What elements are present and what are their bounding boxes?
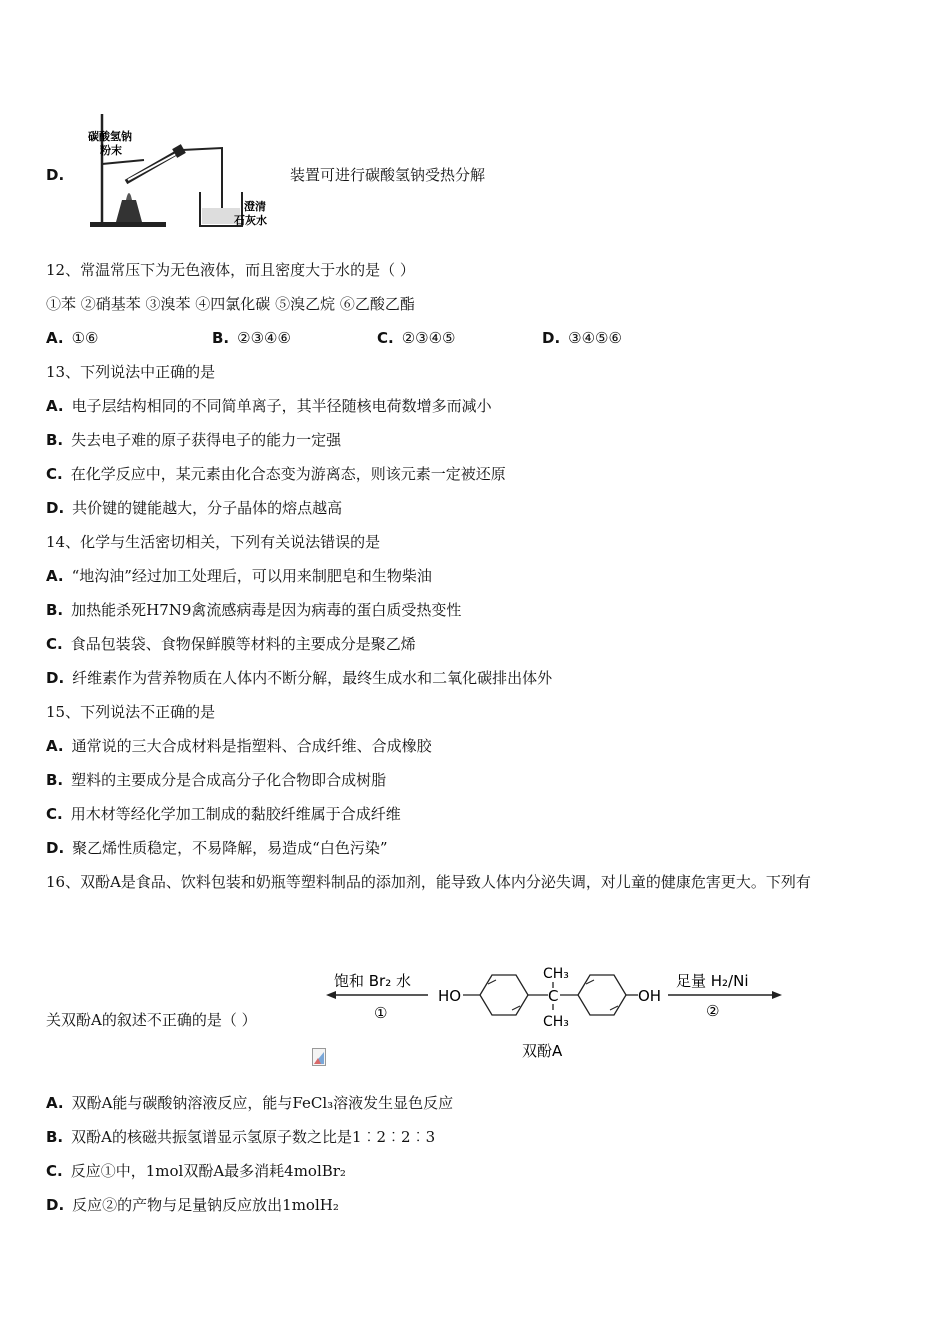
apparatus-label-1: 碳酸氢钠 bbox=[88, 130, 132, 143]
q13-option-d-text: 共价键的键能越大，分子晶体的熔点越高 bbox=[72, 499, 343, 517]
delivery-tube bbox=[182, 148, 222, 208]
q13-option-a-label: A. bbox=[46, 397, 64, 415]
q11-option-d bbox=[46, 165, 72, 185]
q16-option-b bbox=[46, 1127, 435, 1147]
q13-option-d-label: D. bbox=[46, 499, 65, 517]
apparatus-label-3: 澄清 bbox=[244, 200, 266, 213]
q12-option-c-text: ②③④⑤ bbox=[401, 329, 456, 347]
q16-option-a-text: 双酚A能与碳酸钠溶液反应，能与FeCl₃溶液发生显色反应 bbox=[71, 1094, 454, 1112]
q16-option-c bbox=[46, 1161, 346, 1181]
q16-option-a bbox=[46, 1093, 453, 1113]
apparatus-label-4: 石灰水 bbox=[234, 214, 267, 227]
q14-option-a-label: A. bbox=[46, 567, 64, 585]
q16-option-c-label: C. bbox=[46, 1162, 63, 1180]
q16-option-c-text: 反应①中，1mol双酚A最多消耗4molBr₂ bbox=[70, 1162, 346, 1180]
q12-option-a-text: ①⑥ bbox=[71, 329, 99, 347]
q12-option-c bbox=[377, 328, 456, 348]
q14-option-d-text: 纤维素作为营养物质在人体内不断分解，最终生成水和二氧化碳排出体外 bbox=[72, 669, 553, 687]
q15-option-d-text: 聚乙烯性质稳定，不易降解，易造成“白色污染” bbox=[72, 839, 388, 857]
q13-option-c bbox=[46, 464, 506, 484]
left-reagent: 饱和 Br₂ 水 bbox=[334, 972, 412, 990]
oh-group: OH bbox=[638, 987, 662, 1005]
q12-option-b-label: B. bbox=[212, 329, 230, 347]
q12-option-d-text: ③④⑤⑥ bbox=[568, 329, 622, 347]
ho-group: HO bbox=[438, 987, 462, 1005]
methyl-top: CH₃ bbox=[543, 966, 569, 982]
q12-option-d bbox=[542, 328, 622, 348]
q15-option-c-text: 用木材等经化学加工制成的黏胶纤维属于合成纤维 bbox=[70, 805, 401, 823]
q13-option-d bbox=[46, 498, 342, 518]
q15-option-d bbox=[46, 838, 388, 858]
q15-option-c-label: C. bbox=[46, 805, 63, 823]
compound-name: 双酚A bbox=[522, 1042, 563, 1060]
q15-option-b-text: 塑料的主要成分是合成高分子化合物即合成树脂 bbox=[71, 771, 387, 789]
q12-items: ①苯 ②硝基苯 ③溴苯 ④四氯化碳 ⑤溴乙烷 ⑥乙酸乙酯 bbox=[46, 295, 415, 313]
q14-option-b-label: B. bbox=[46, 601, 64, 619]
broken-image-icon bbox=[312, 1048, 326, 1066]
q16-stem-line2: 关双酚A的叙述不正确的是（ ） bbox=[46, 1011, 257, 1029]
apparatus-figure bbox=[82, 108, 267, 232]
q13-option-a bbox=[46, 396, 492, 416]
q15-option-a bbox=[46, 736, 432, 756]
q13-option-b bbox=[46, 430, 341, 450]
q12-option-a-label: A. bbox=[46, 329, 64, 347]
right-arrowhead bbox=[772, 991, 782, 999]
stand-base bbox=[90, 222, 166, 227]
benzene-ring-1 bbox=[480, 975, 528, 1015]
q16-option-d-text: 反应②的产物与足量钠反应放出1molH₂ bbox=[72, 1196, 339, 1214]
bisphenol-a-scheme bbox=[322, 958, 787, 1063]
q16-option-d-label: D. bbox=[46, 1196, 65, 1214]
q16-option-a-label: A. bbox=[46, 1094, 64, 1112]
right-reagent: 足量 H₂/Ni bbox=[676, 972, 749, 990]
q12-option-b bbox=[212, 328, 291, 348]
clamp-arm bbox=[102, 160, 144, 164]
apparatus-label-2: 粉末 bbox=[100, 144, 122, 157]
q14-option-b bbox=[46, 600, 461, 620]
q11-option-d-text: 装置可进行碳酸氢钠受热分解 bbox=[290, 166, 486, 184]
q13-option-a-text: 电子层结构相同的不同简单离子，其半径随核电荷数增多而减小 bbox=[71, 397, 492, 415]
q12-option-d-label: D. bbox=[542, 329, 561, 347]
q14-option-a bbox=[46, 566, 432, 586]
central-carbon: C bbox=[548, 987, 559, 1005]
left-arrowhead bbox=[326, 991, 336, 999]
benzene-ring-2 bbox=[578, 975, 626, 1015]
methyl-bottom: CH₃ bbox=[543, 1014, 569, 1030]
q14-option-b-text: 加热能杀死H7N9禽流感病毒是因为病毒的蛋白质受热变性 bbox=[71, 601, 462, 619]
q14-option-c-text: 食品包装袋、食物保鲜膜等材料的主要成分是聚乙烯 bbox=[70, 635, 416, 653]
q16-option-d bbox=[46, 1195, 339, 1215]
q15-option-a-label: A. bbox=[46, 737, 64, 755]
q14-option-c-label: C. bbox=[46, 635, 63, 653]
q14-option-d-label: D. bbox=[46, 669, 65, 687]
q14-stem: 14、化学与生活密切相关，下列有关说法错误的是 bbox=[46, 533, 381, 551]
q14-option-d bbox=[46, 668, 552, 688]
q14-option-c bbox=[46, 634, 416, 654]
left-step: ① bbox=[374, 1004, 388, 1022]
q12-option-b-text: ②③④⑥ bbox=[237, 329, 291, 347]
q16-option-b-text: 双酚A的核磁共振氢谱显示氢原子数之比是1︰2︰2︰3 bbox=[71, 1128, 436, 1146]
q13-option-b-label: B. bbox=[46, 431, 64, 449]
q16-stem-line1: 16、双酚A是食品、饮料包装和奶瓶等塑料制品的添加剂，能导致人体内分泌失调，对儿童的健康危害更大。下列有 bbox=[46, 873, 811, 891]
q12-option-c-label: C. bbox=[377, 329, 394, 347]
q11-option-d-label: D. bbox=[46, 166, 65, 184]
q15-stem: 15、下列说法不正确的是 bbox=[46, 703, 216, 721]
q12-option-a bbox=[46, 328, 99, 348]
flame bbox=[126, 193, 132, 200]
q15-option-b-label: B. bbox=[46, 771, 64, 789]
q15-option-b bbox=[46, 770, 386, 790]
right-step: ② bbox=[706, 1002, 720, 1020]
q13-option-b-text: 失去电子难的原子获得电子的能力一定强 bbox=[71, 431, 342, 449]
burner bbox=[116, 200, 142, 222]
q13-option-c-text: 在化学反应中，某元素由化合态变为游离态，则该元素一定被还原 bbox=[70, 465, 506, 483]
q16-option-b-label: B. bbox=[46, 1128, 64, 1146]
q14-option-a-text: “地沟油”经过加工处理后，可以用来制肥皂和生物柴油 bbox=[71, 567, 432, 585]
q15-option-a-text: 通常说的三大合成材料是指塑料、合成纤维、合成橡胶 bbox=[71, 737, 432, 755]
q13-stem: 13、下列说法中正确的是 bbox=[46, 363, 216, 381]
q15-option-d-label: D. bbox=[46, 839, 65, 857]
q13-option-c-label: C. bbox=[46, 465, 63, 483]
q15-option-c bbox=[46, 804, 401, 824]
q12-stem: 12、常温常压下为无色液体，而且密度大于水的是（ ） bbox=[46, 261, 415, 279]
